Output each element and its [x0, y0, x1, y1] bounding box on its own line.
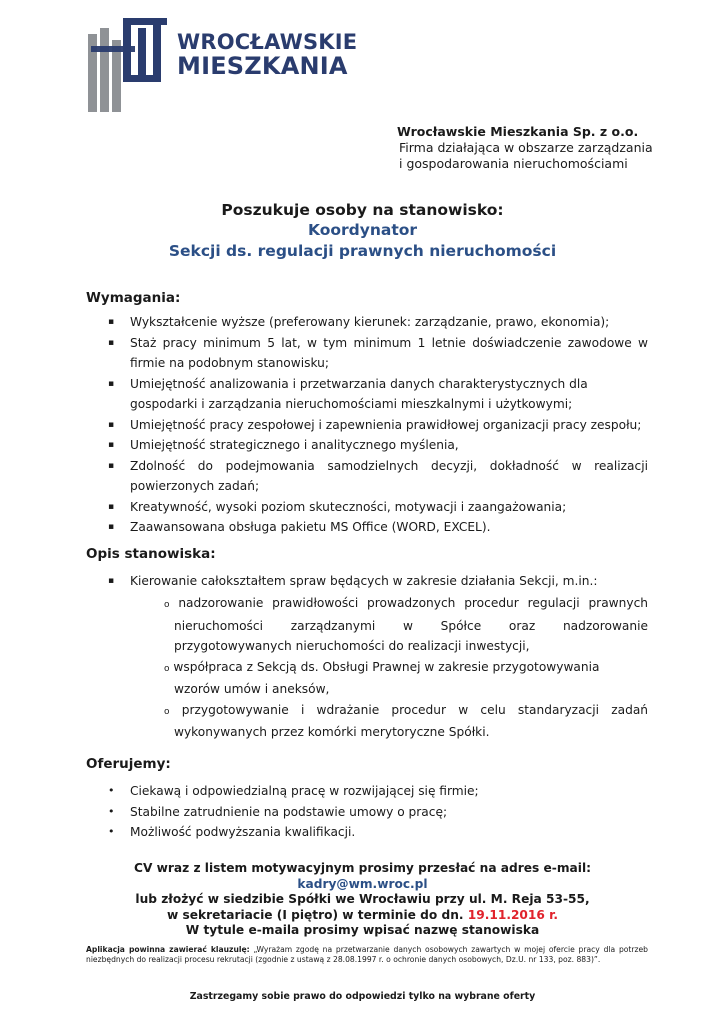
list-item — [86, 822, 648, 843]
description-title: Opis stanowiska: — [86, 546, 216, 562]
description-sublist — [150, 593, 648, 743]
logo-line1: WROCŁAWSKIE — [177, 30, 358, 54]
logo-building-icon — [86, 18, 176, 114]
consent-clause — [86, 945, 648, 965]
application-instructions — [0, 861, 725, 939]
description-list — [86, 571, 648, 592]
sub-list-item — [150, 593, 648, 657]
list-item — [86, 374, 648, 415]
bullet-circle-icon: o — [164, 663, 170, 674]
company-info — [397, 124, 653, 172]
company-desc-line1: Firma działająca w obszarze zarządzania — [399, 140, 653, 155]
list-item — [86, 802, 648, 823]
cv-line4-prefix: w sekretariacie (I piętro) w terminie do dn. — [166, 907, 464, 922]
cv-line5: W tytule e-maila prosimy wpisać nazwę stanowiska — [185, 923, 540, 937]
bullet-square-icon: ▪ — [108, 522, 115, 532]
email-link[interactable]: kadry@wm.wroc.pl — [297, 876, 428, 891]
bullet-square-icon: ▪ — [108, 317, 115, 327]
deadline-date: 19.11.2016 r. — [467, 907, 559, 922]
logo-line2: MIESZKANIA — [177, 52, 348, 80]
list-item — [86, 415, 648, 436]
list-item — [86, 333, 648, 374]
list-item — [86, 456, 648, 497]
bullet-dot-icon: • — [108, 825, 115, 838]
company-desc-line2: i gospodarowania nieruchomościami — [399, 156, 628, 171]
cv-line4 — [0, 908, 725, 924]
bullet-square-icon: ▪ — [108, 440, 115, 450]
footer-note: Zastrzegamy sobie prawo do odpowiedzi tylko na wybrane oferty — [189, 991, 536, 1002]
sub-list-item — [150, 657, 634, 700]
bullet-square-icon: ▪ — [108, 501, 115, 512]
company-logo — [86, 18, 358, 114]
requirements-title: Wymagania: — [86, 290, 181, 306]
clause-text: „Wyrażam zgodę na przetwarzanie danych osobowych zawartych w mojej ofercie pracy dla potrzeb niezbędnych do realizacji procesu rekrutacji (zgodnie z ustawą z 28.08.1997 r. o ochronie danych osobowych, Dz.U. nr 133, poz. 883)”. — [86, 945, 648, 964]
bullet-square-icon: ▪ — [108, 419, 115, 430]
company-name: Wrocławskie Mieszkania Sp. z o.o. — [397, 124, 639, 139]
bullet-square-icon: ▪ — [108, 337, 115, 348]
offer-list — [86, 781, 648, 843]
bullet-dot-icon: • — [108, 804, 115, 818]
list-item-text: Kreatywność, wysoki poziom skuteczności, motywacji i zaangażowania; — [130, 499, 567, 514]
position-title: Koordynator — [307, 221, 418, 239]
clause-label: Aplikacja powinna zawierać klauzulę: — [86, 945, 250, 954]
list-item-text: Ciekawą i odpowiedzialną pracę w rozwijającej się firmie; — [130, 784, 479, 798]
list-item-text: Zdolność do podejmowania samodzielnych decyzji, dokładność w realizacji powierzonych zadań; — [130, 458, 648, 493]
list-item — [86, 435, 648, 456]
bullet-square-icon: ▪ — [108, 576, 115, 586]
bullet-dot-icon: • — [108, 784, 115, 797]
cv-line3: lub złożyć w siedzibie Spółki we Wrocławiu przy ul. M. Reja 53-55, — [135, 892, 590, 906]
page-title: Poszukuje osoby na stanowisko: — [221, 201, 504, 219]
offer-title: Oferujemy: — [86, 756, 171, 772]
sub-list-item — [150, 700, 648, 743]
list-item-text: Stabilne zatrudnienie na podstawie umowy o pracę; — [130, 804, 448, 819]
list-item-text: Zaawansowana obsługa pakietu MS Office (WORD, EXCEL). — [130, 520, 491, 534]
list-item-text: Staż pracy minimum 5 lat, w tym minimum 1 letnie doświadczenie zawodowe w firmie na podobnym stanowisku; — [130, 335, 648, 370]
bullet-circle-icon: o — [164, 706, 170, 717]
list-item — [86, 312, 648, 333]
sub-list-item-text: nadzorowanie prawidłowości prowadzonych procedur regulacji prawnych nieruchomości zarządzanymi w Spółce oraz nadzorowanie przygotowywanych nieruchomości do realizacji inwestycji, — [174, 596, 648, 653]
sub-list-item-text: współpraca z Sekcją ds. Obsługi Prawnej w zakresie przygotowywania wzorów umów i aneksów, — [173, 659, 600, 696]
cv-line1: CV wraz z listem motywacyjnym prosimy przesłać na adres e-mail: — [134, 861, 591, 875]
bullet-circle-icon: o — [164, 600, 170, 610]
list-item-text: Kierowanie całokształtem spraw będących w zakresie działania Sekcji, m.in.: — [130, 574, 598, 588]
list-item — [86, 517, 648, 538]
list-item-text: Umiejętność strategicznego i analitycznego myślenia, — [130, 438, 459, 452]
position-subtitle: Sekcji ds. regulacji prawnych nieruchomości — [168, 242, 557, 260]
list-item — [86, 571, 648, 592]
list-item-text: Wykształcenie wyższe (preferowany kierunek: zarządzanie, prawo, ekonomia); — [130, 315, 610, 329]
bullet-square-icon: ▪ — [108, 460, 115, 471]
list-item-text: Umiejętność analizowania i przetwarzania danych charakterystycznych dla gospodarki i zarządzania nieruchomościami mieszkalnymi i użytkowymi; — [130, 376, 588, 411]
bullet-square-icon: ▪ — [108, 378, 115, 389]
list-item — [86, 497, 648, 518]
sub-list-item-text: przygotowywanie i wdrażanie procedur w celu standaryzacji zadań wykonywanych przez komórki merytoryczne Spółki. — [174, 702, 649, 739]
requirements-list — [86, 312, 648, 538]
list-item-text: Możliwość podwyższania kwalifikacji. — [130, 825, 356, 839]
list-item-text: Umiejętność pracy zespołowej i zapewnienia prawidłowej organizacji pracy zespołu; — [130, 417, 642, 432]
list-item — [86, 781, 648, 802]
logo-wordmark — [177, 30, 357, 78]
